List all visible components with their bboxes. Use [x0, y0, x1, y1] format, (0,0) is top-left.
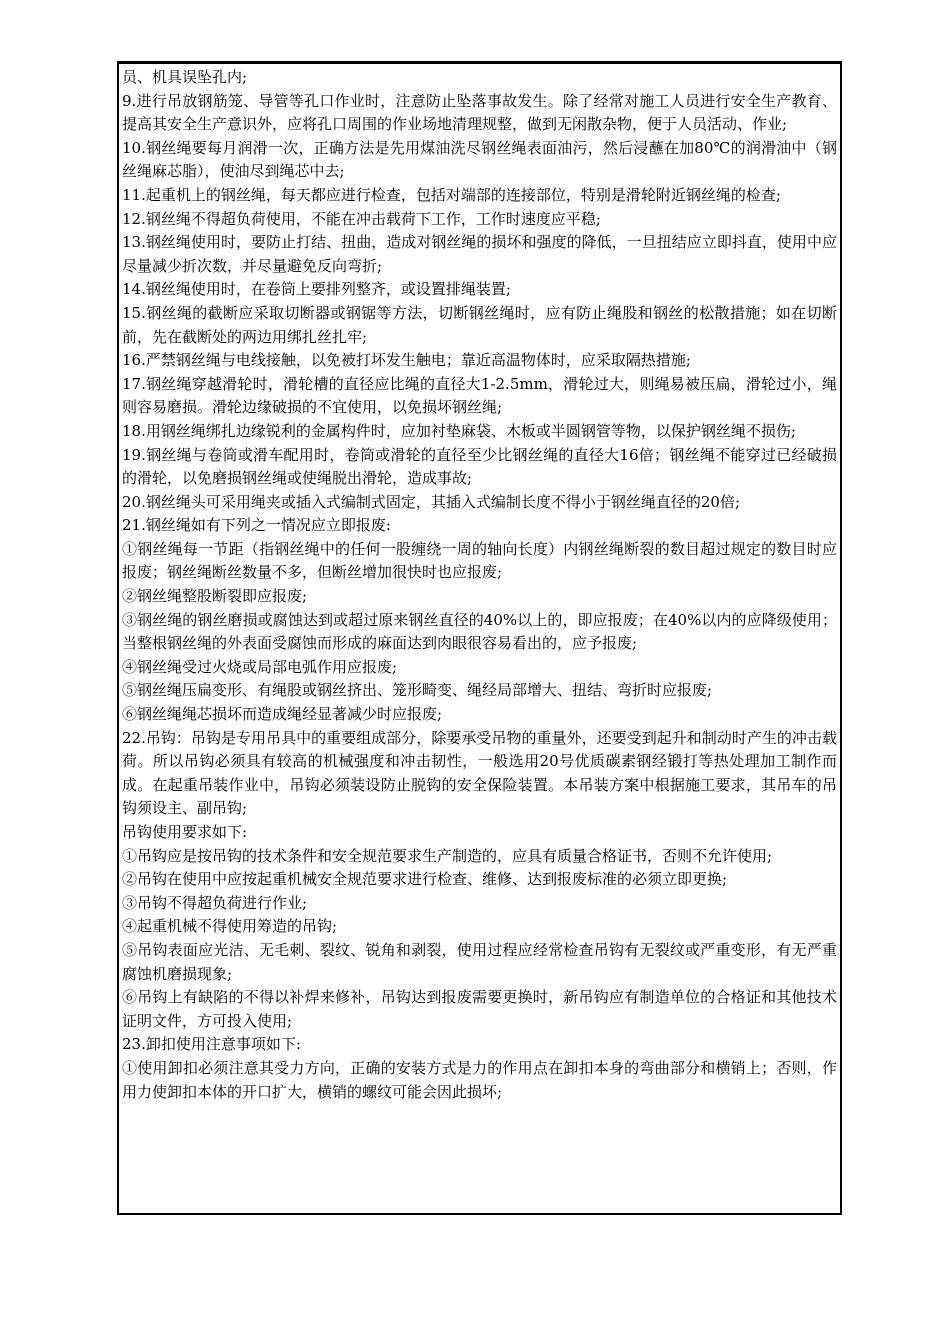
text-line: ③吊钩不得超负荷进行作业; — [122, 893, 308, 912]
text-line: 员、机具误坠孔内; — [122, 68, 248, 86]
text-line: 14.钢丝绳使用时，在卷筒上要排列整齐，或设置排绳装置; — [122, 280, 511, 299]
text-line: 23.卸扣使用注意事项如下: — [122, 1035, 301, 1054]
text-line: 12.钢丝绳不得超负荷使用，不能在冲击载荷下工作，工作时速度应平稳; — [122, 209, 601, 228]
text-line: ③钢丝绳的钢丝磨损或腐蚀达到或超过原来钢丝直径的40%以上的，即应报废；在40%以内的应降级使用；当整根钢丝绳的外表面受腐蚀而形成的麻面达到肉眼很容易看出的，应予报废; — [122, 610, 837, 653]
document-body — [122, 66, 837, 1104]
text-line: 13.钢丝绳使用时，要防止打结、扭曲，造成对钢丝绳的损坏和强度的降低，一旦扭结应立即抖直，使用中应尽量减少折次数，并尽量避免反向弯折; — [122, 233, 837, 275]
text-line: 20.钢丝绳头可采用绳夹或插入式编制式固定，其插入式编制长度不得小于钢丝绳直径的20倍; — [122, 492, 740, 511]
text-line: ⑥钢丝绳绳芯损坏而造成绳经显著减少时应报废; — [122, 705, 443, 724]
text-line: 19.钢丝绳与卷筒或滑车配用时，卷筒或滑轮的直径至少比钢丝绳的直径大16倍；钢丝绳不能穿过已经破损的滑轮，以免磨损钢丝绳或使绳脱出滑轮，造成事故; — [122, 445, 837, 488]
text-line: 18.用钢丝绳绑扎边缘锐利的金属构件时，应加衬垫麻袋、木板或半圆钢管等物，以保护钢丝绳不损伤; — [122, 421, 796, 440]
text-line: 17.钢丝绳穿越滑轮时，滑轮槽的直径应比绳的直径大1-2.5mm，滑轮过大，则绳易被压扁，滑轮过小，绳则容易磨损。滑轮边缘破损的不宜使用，以免损坏钢丝绳; — [122, 374, 837, 417]
text-line: 吊钩使用要求如下: — [122, 823, 248, 841]
text-line: ①吊钩应是按吊钩的技术条件和安全规范要求生产制造的，应具有质量合格证书，否则不允许使用; — [122, 846, 773, 865]
text-line: 22.吊钩：吊钩是专用吊具中的重要组成部分，除要承受吊物的重量外，还要受到起升和制动时产生的冲击载荷。所以吊钩必须具有较高的机械强度和冲击韧性，一般选用20号优质碳素钢经锻打等热处理加工制作而成。在起重吊装作业中，吊钩必须装设防止脱钩的安全保险装置。本吊装方案中根据施工要求，其吊车的吊钩须设主、副吊钩; — [122, 728, 837, 818]
text-line: ①使用卸扣必须注意其受力方向，正确的安装方式是力的作用点在卸扣本身的弯曲部分和横销上；否则，作用力使卸扣本体的开口扩大，横销的螺纹可能会因此损坏; — [122, 1058, 837, 1101]
text-line: ②吊钩在使用中应按起重机械安全规范要求进行检查、维修、达到报废标准的必须立即更换; — [122, 870, 728, 889]
text-line: ⑤吊钩表面应光洁、无毛刺、裂纹、锐角和剥裂，使用过程应经常检查吊钩有无裂纹或严重变形，有无严重腐蚀机磨损现象; — [122, 940, 837, 983]
text-line: 21.钢丝绳如有下列之一情况应立即报废: — [122, 516, 391, 535]
text-line: ②钢丝绳整股断裂即应报废; — [122, 587, 308, 606]
text-line: 15.钢丝绳的截断应采取切断器或钢锯等方法，切断钢丝绳时，应有防止绳股和钢丝的松散措施；如在切断前，先在截断处的两边用绑扎丝扎牢; — [122, 303, 837, 346]
document-frame — [117, 61, 842, 1215]
text-line: ④钢丝绳受过火烧或局部电弧作用应报废; — [122, 657, 398, 676]
text-line: ⑥吊钩上有缺陷的不得以补焊来修补，吊钩达到报废需要更换时，新吊钩应有制造单位的合格证和其他技术证明文件，方可投入使用; — [122, 988, 837, 1030]
text-line: ①钢丝绳每一节距（指钢丝绳中的任何一股缠绕一周的轴向长度）内钢丝绳断裂的数目超过规定的数目时应报废；钢丝绳断丝数量不多，但断丝增加很快时也应报废; — [122, 539, 837, 582]
text-line: 16.严禁钢丝绳与电线接触，以免被打坏发生触电；靠近高温物体时，应采取隔热措施; — [122, 351, 691, 370]
text-line: ④起重机械不得使用筹造的吊钩; — [122, 917, 338, 936]
text-line: 9.进行吊放钢筋笼、导管等孔口作业时，注意防止坠落事故发生。除了经常对施工人员进行安全生产教育、提高其安全生产意识外，应将孔口周围的作业场地清理规整，做到无闲散杂物，便于人员活动、作业; — [122, 91, 837, 134]
text-line: 11.起重机上的钢丝绳，每天都应进行检查，包括对端部的连接部位，特别是滑轮附近钢丝绳的检查; — [122, 185, 781, 204]
text-line: 10.钢丝绳要每月润滑一次，正确方法是先用煤油洗尽钢丝绳表面油污，然后浸蘸在加80℃的润滑油中（钢丝绳麻芯脂），使油尽到绳芯中去; — [122, 138, 837, 181]
text-line: ⑤钢丝绳压扁变形、有绳股或钢丝挤出、笼形畸变、绳经局部增大、扭结、弯折时应报废; — [122, 681, 713, 700]
